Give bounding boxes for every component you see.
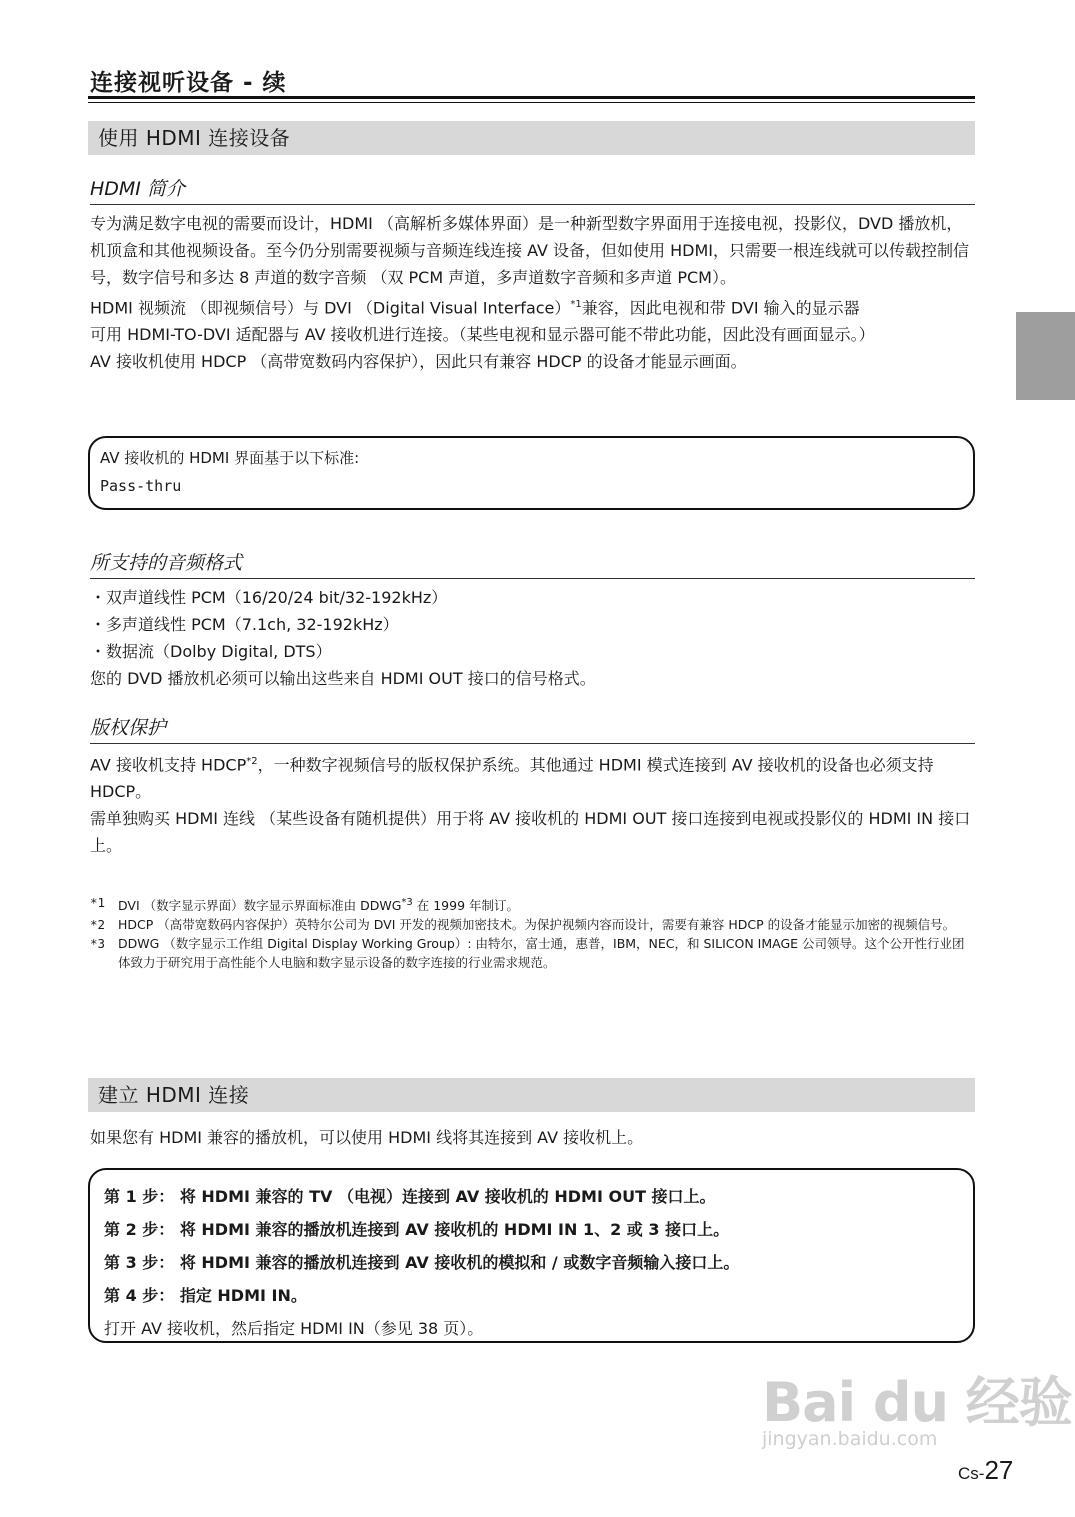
footnote-mark: *3 (90, 936, 106, 952)
section-title-make-hdmi-connection: 建立 HDMI 连接 (88, 1078, 975, 1112)
side-tab-marker (1016, 312, 1075, 400)
copyright-paragraph-2: 需单独购买 HDMI 连线 （某些设备有随机提供）用于将 AV 接收机的 HDMI OUT 接口连接到电视或投影仪的 HDMI IN 接口上。 (90, 809, 971, 856)
footnote-mark: *2 (90, 917, 106, 933)
audio-format-item: ・多声道线性 PCM（7.1ch, 32-192kHz） (90, 615, 399, 634)
copyright-text-after: ，一种数字视频信号的版权保护系统。其他通过 HDMI 模式连接到 AV 接收机的设备也必须支持 HDCP。 (90, 755, 934, 802)
footnote-ref-3: *3 (401, 897, 413, 908)
hdmi-standard-box (88, 436, 975, 510)
footnote (90, 934, 975, 972)
baidu-watermark-url: jingyan.baidu.com (762, 1428, 938, 1450)
intro-paragraph-1: 专为满足数字电视的需要而设计，HDMI （高解析多媒体界面）是一种新型数字界面用于连接电视，投影仪，DVD 播放机，机顶盒和其他视频设备。至今仍分别需要视频与音频连线连接 AV 设备，但如使用 HDMI，只需要一根连线就可以传载控制信号，数字信号和多达 8 声道的数字音频 （双 PCM 声道，多声道数字音频和多声道 PCM）。 (90, 214, 970, 287)
hdmi-intro-text (90, 210, 975, 375)
page-number (958, 1455, 1013, 1486)
footnote-text: DDWG （数字显示工作组 Digital Display Working Group）: 由特尔，富士通，惠普，IBM，NEC，和 SILICON IMAGE 公司领导。这个公开性行业团体致力于研究用于高性能个人电脑和数字显示设备的数字连接的行业需求规范。 (118, 936, 965, 971)
intro-paragraph-dvi (90, 291, 975, 321)
baidu-watermark-logo: Bai du 经验 (762, 1371, 1072, 1434)
audio-format-item: ・双声道线性 PCM（16/20/24 bit/32-192kHz） (90, 588, 448, 607)
footnote-mark: *1 (90, 895, 106, 910)
step-item: 第 1 步： 将 HDMI 兼容的 TV （电视）连接到 AV 接收机的 HDMI OUT 接口上。 (104, 1187, 716, 1206)
footnote-ref-1: *1 (570, 299, 582, 310)
intro-paragraph-2: 可用 HDMI-TO-DVI 适配器与 AV 接收机进行连接。（某些电视和显示器可能不带此功能，因此没有画面显示。） (90, 325, 875, 345)
footnote (90, 915, 975, 934)
standard-box-line-1: AV 接收机的 HDMI 界面基于以下标准: (100, 449, 360, 467)
step-item: 第 2 步： 将 HDMI 兼容的播放机连接到 AV 接收机的 HDMI IN 1、2 或 3 接口上。 (104, 1220, 730, 1239)
step-note: 打开 AV 接收机，然后指定 HDMI IN（参见 38 页）。 (104, 1319, 484, 1338)
page-number-prefix: Cs- (958, 1464, 985, 1483)
subheading-audio-formats: 所支持的音频格式 (90, 548, 975, 579)
steps-box (88, 1168, 975, 1343)
copyright-text-before: AV 接收机支持 HDCP (90, 755, 247, 775)
copyright-paragraph-1 (90, 748, 975, 805)
step-item: 第 4 步： 指定 HDMI IN。 (104, 1286, 307, 1305)
subheading-copyright: 版权保护 (90, 713, 975, 744)
copyright-text (90, 748, 975, 859)
subheading-hdmi-intro: HDMI 简介 (90, 174, 975, 205)
standard-box-line-2: Pass-thru (100, 477, 182, 495)
page-title: 连接视听设备 - 续 (90, 70, 287, 96)
page-number-value: 27 (984, 1455, 1014, 1485)
audio-format-item: ・数据流（Dolby Digital, DTS） (90, 642, 332, 661)
footnote (90, 893, 975, 915)
audio-format-list (90, 584, 975, 692)
footnote-text: DVI （数字显示界面）数字显示界面标准由 DDWG$^{*3}$ 在 1999 年制订。 (118, 897, 519, 914)
dvi-text-after: 兼容，因此电视和带 DVI 输入的显示器 (581, 298, 860, 318)
footnotes (90, 893, 975, 972)
audio-format-note: 您的 DVD 播放机必须可以输出这些来自 HDMI OUT 接口的信号格式。 (90, 669, 596, 688)
step-item: 第 3 步： 将 HDMI 兼容的播放机连接到 AV 接收机的模拟和 / 或数字音频输入接口上。 (104, 1253, 740, 1272)
section-title-hdmi-connect: 使用 HDMI 连接设备 (88, 121, 975, 155)
section2-intro: 如果您有 HDMI 兼容的播放机，可以使用 HDMI 线将其连接到 AV 接收机上。 (90, 1128, 644, 1147)
dvi-text-before: HDMI 视频流 （即视频信号）与 DVI （Digital Visual Interface） (90, 298, 571, 318)
footnote-text: HDCP （高带宽数码内容保护）英特尔公司为 DVI 开发的视频加密技术。为保护视频内容而设计，需要有兼容 HDCP 的设备才能显示加密的视频信号。 (118, 917, 956, 933)
footnote-ref-2: *2 (246, 756, 258, 767)
title-rule-thick (88, 96, 975, 99)
title-rule-thin (88, 102, 975, 103)
intro-paragraph-3: AV 接收机使用 HDCP （高带宽数码内容保护），因此只有兼容 HDCP 的设备才能显示画面。 (90, 352, 747, 372)
